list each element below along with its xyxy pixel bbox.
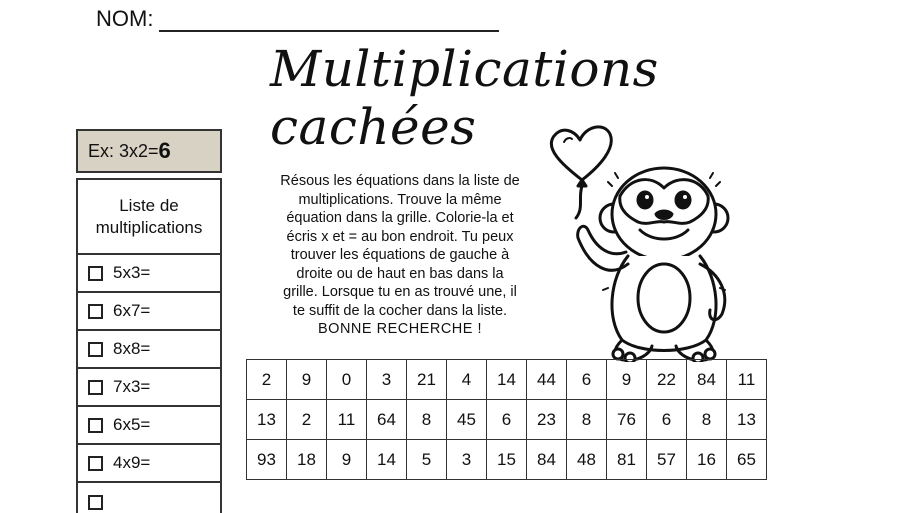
grid-cell[interactable]: 76 <box>607 400 647 440</box>
page-title: Multiplications cachées <box>270 40 659 156</box>
grid-cell[interactable]: 4 <box>447 360 487 400</box>
list-heading <box>78 180 220 255</box>
instructions <box>256 172 544 339</box>
list-item[interactable] <box>78 331 220 369</box>
grid-cell[interactable]: 84 <box>687 360 727 400</box>
grid-cell[interactable]: 9 <box>607 360 647 400</box>
instruction-line: droite ou de haut en bas dans la <box>296 265 504 282</box>
grid-cell[interactable]: 11 <box>327 400 367 440</box>
checkbox-icon <box>88 495 103 510</box>
grid-cell[interactable]: 48 <box>567 440 607 480</box>
grid-cell[interactable]: 8 <box>567 400 607 440</box>
grid-cell[interactable]: 21 <box>407 360 447 400</box>
grid-cell[interactable]: 0 <box>327 360 367 400</box>
grid-cell[interactable]: 3 <box>367 360 407 400</box>
grid-cell[interactable]: 45 <box>447 400 487 440</box>
example-text: Ex: 3x2= <box>88 140 159 161</box>
checkbox-icon[interactable] <box>88 418 103 433</box>
grid-cell[interactable]: 57 <box>647 440 687 480</box>
grid-cell[interactable]: 23 <box>527 400 567 440</box>
monkey-with-heart-balloon-icon <box>540 118 740 362</box>
list-item-label: 7x3= <box>113 377 151 396</box>
grid-row <box>247 360 767 400</box>
number-grid <box>246 359 767 480</box>
grid-cell[interactable]: 3 <box>447 440 487 480</box>
instruction-line: équation dans la grille. Colorie-la et <box>286 210 514 226</box>
multiplication-list <box>76 178 222 513</box>
instruction-line: écris x et = au bon endroit. Tu peux <box>286 228 514 245</box>
list-heading-line1: Liste de <box>119 195 179 215</box>
grid-cell[interactable]: 93 <box>247 440 287 480</box>
checkbox-icon[interactable] <box>88 342 103 357</box>
grid-row <box>247 400 767 440</box>
list-item-label: 6x7= <box>113 301 151 320</box>
checkbox-icon[interactable] <box>88 456 103 471</box>
instruction-line: grille. Lorsque tu en as trouvé une, il <box>283 284 517 300</box>
grid-cell[interactable]: 8 <box>407 400 447 440</box>
grid-cell[interactable]: 9 <box>327 440 367 480</box>
grid-cell[interactable]: 9 <box>287 360 327 400</box>
grid-cell[interactable]: 8 <box>687 400 727 440</box>
grid-cell[interactable]: 6 <box>567 360 607 400</box>
grid-cell[interactable]: 6 <box>487 400 527 440</box>
grid-cell[interactable]: 44 <box>527 360 567 400</box>
list-item[interactable] <box>78 407 220 445</box>
grid-cell[interactable]: 84 <box>527 440 567 480</box>
name-label: NOM: <box>96 6 154 31</box>
grid-cell[interactable]: 2 <box>247 360 287 400</box>
list-item-label: 5x3= <box>113 263 151 282</box>
grid-cell[interactable]: 64 <box>367 400 407 440</box>
grid-cell[interactable]: 5 <box>407 440 447 480</box>
example-box <box>76 129 222 173</box>
list-item[interactable] <box>78 369 220 407</box>
checkbox-icon[interactable] <box>88 380 103 395</box>
instruction-line: BONNE RECHERCHE ! <box>318 321 482 337</box>
instruction-line: trouver les équations de gauche à <box>290 247 510 263</box>
list-item[interactable] <box>78 445 220 483</box>
grid-cell[interactable]: 13 <box>247 400 287 440</box>
grid-cell[interactable]: 18 <box>287 440 327 480</box>
instruction-line: multiplications. Trouve la même <box>298 191 502 208</box>
list-item-label: 8x8= <box>113 339 151 358</box>
grid-cell[interactable]: 6 <box>647 400 687 440</box>
list-item-label: 4x9= <box>113 453 151 472</box>
grid-cell[interactable]: 14 <box>487 360 527 400</box>
grid-cell[interactable]: 11 <box>727 360 767 400</box>
instruction-line: te suffit de la cocher dans la liste. <box>292 302 508 319</box>
grid-cell[interactable]: 22 <box>647 360 687 400</box>
list-item-partial <box>78 483 220 513</box>
example-answer: 6 <box>158 138 171 163</box>
grid-cell[interactable]: 15 <box>487 440 527 480</box>
list-heading-line2: multiplications <box>95 217 203 237</box>
grid-cell[interactable]: 81 <box>607 440 647 480</box>
grid-cell[interactable]: 2 <box>287 400 327 440</box>
list-item[interactable] <box>78 293 220 331</box>
grid-cell[interactable]: 65 <box>727 440 767 480</box>
grid-cell[interactable]: 13 <box>727 400 767 440</box>
grid-row <box>247 440 767 480</box>
instruction-line: Résous les équations dans la liste de <box>280 173 520 189</box>
grid-cell[interactable]: 14 <box>367 440 407 480</box>
checkbox-icon[interactable] <box>88 266 103 281</box>
checkbox-icon[interactable] <box>88 304 103 319</box>
name-line[interactable] <box>159 8 499 32</box>
name-field <box>96 6 499 32</box>
grid-cell[interactable]: 16 <box>687 440 727 480</box>
list-item-label: 6x5= <box>113 415 151 434</box>
list-item[interactable] <box>78 255 220 293</box>
